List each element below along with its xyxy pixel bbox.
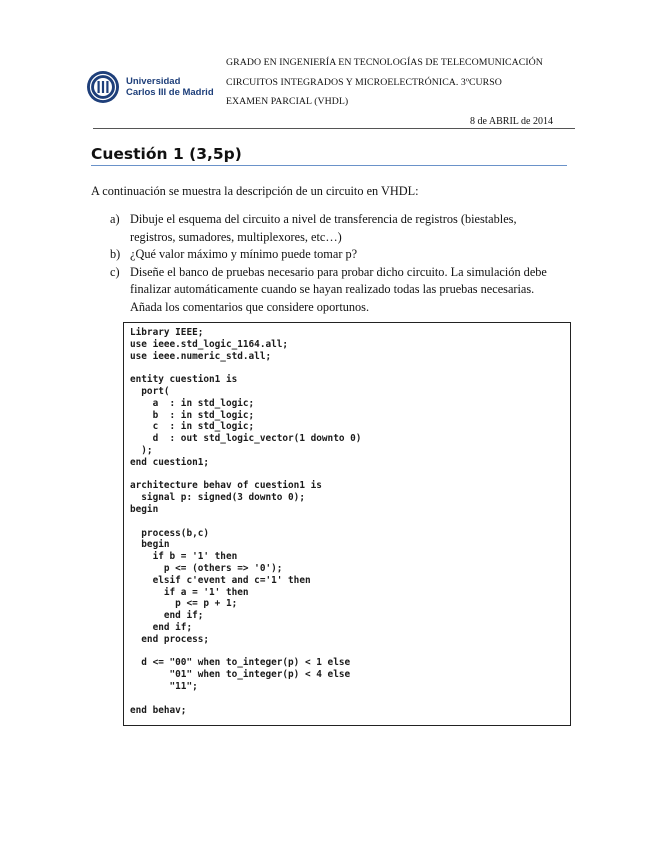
university-seal-icon xyxy=(86,70,120,104)
logo-line-2: Carlos III de Madrid xyxy=(126,87,214,98)
question-item-a xyxy=(110,211,550,246)
item-label: a) xyxy=(110,212,120,226)
question-title: Cuestión 1 (3,5p) xyxy=(91,145,242,163)
question-intro: A continuación se muestra la descripción de un circuito en VHDL: xyxy=(91,184,419,198)
item-label: b) xyxy=(110,247,121,262)
header-date: 8 de ABRIL de 2014 xyxy=(470,116,553,127)
item-text: Dibuje el esquema del circuito a nivel de transferencia de registros (biestables, registros, sumadores, multiplexores, etc…) xyxy=(130,212,517,244)
header-exam: EXAMEN PARCIAL (VHDL) xyxy=(226,96,349,107)
question-title-underline xyxy=(91,165,567,166)
header-course: CIRCUITOS INTEGRADOS Y MICROELECTRÓNICA. 3ºCURSO xyxy=(226,77,502,88)
header-divider xyxy=(93,128,575,129)
item-label: c) xyxy=(110,264,120,279)
header-degree: GRADO EN INGENIERÍA EN TECNOLOGÍAS DE TELECOMUNICACIÓN xyxy=(226,57,543,68)
vhdl-code: Library IEEE; use ieee.std_logic_1164.all; use ieee.numeric_std.all; entity cuestion1 is port( a : in std_logic; b : in std_logic; c : in std_logic; d : out std_logic_vector(1 downto 0) ); end cuestion1; architecture behav of cuestion1 is signal p: signed(3 downto 0); begin process(b,c) begin if b = '1' then p <= (others => '0'); elsif c'event and c='1' then if a = '1' then p <= p + 1; end if; end if; end process; d <= "00" when to_integer(p) < 1 else "01" when to_integer(p) < 4 else "11"; end behav; xyxy=(130,327,362,716)
logo-line-1: Universidad xyxy=(126,76,181,87)
university-logo xyxy=(86,70,214,104)
vhdl-code-box xyxy=(123,322,571,726)
item-text: ¿Qué valor máximo y mínimo puede tomar p? xyxy=(130,247,358,262)
question-item-b xyxy=(110,246,550,264)
logo-text xyxy=(126,76,214,98)
item-text: Diseñe el banco de pruebas necesario para probar dicho circuito. La simulación debe finalizar automáticamente cuando se hayan realizado todas las pruebas necesarias. Añada los comentarios que considere oportunos. xyxy=(130,264,547,314)
question-item-c xyxy=(110,264,550,317)
question-items xyxy=(110,211,550,317)
